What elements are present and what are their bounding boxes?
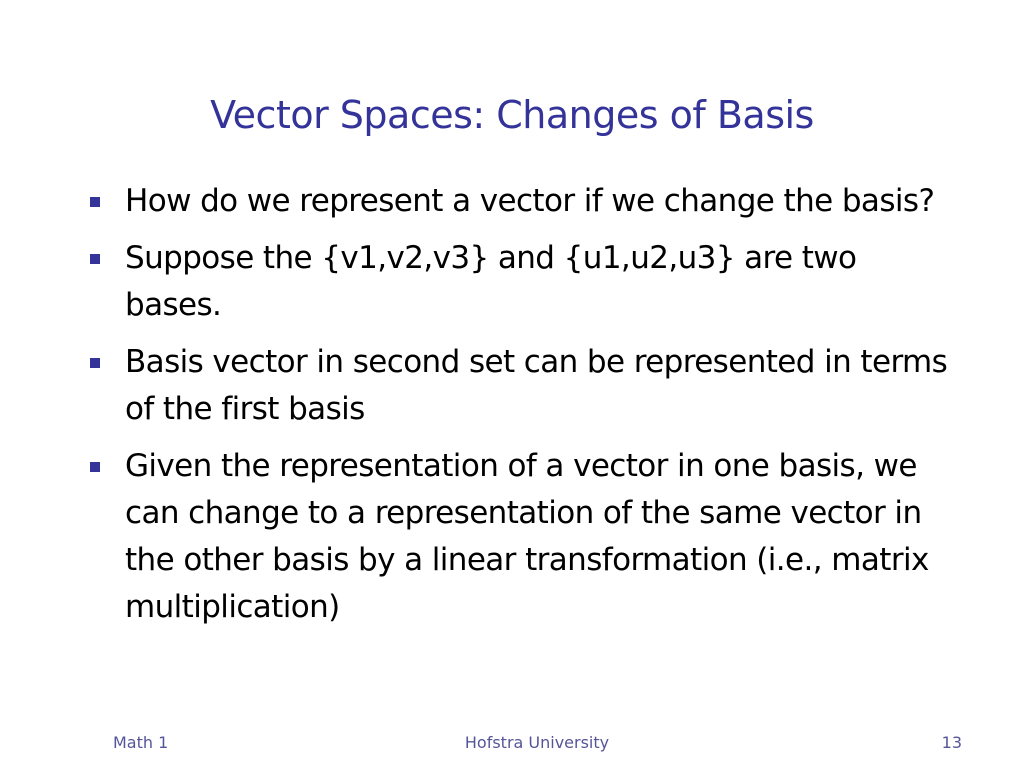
bullet-text: How do we represent a vector if we change the basis?: [125, 183, 935, 219]
square-bullet-icon: [90, 197, 100, 207]
page-number: 13: [941, 733, 962, 752]
square-bullet-icon: [90, 462, 100, 472]
footer-course: Math 1: [113, 733, 169, 752]
square-bullet-icon: [90, 254, 100, 264]
bullet-text: Suppose the {v1,v2,v3} and {u1,u2,u3} are two bases.: [125, 240, 857, 323]
square-bullet-icon: [90, 358, 100, 368]
bullet-item: [88, 443, 948, 631]
bullet-item: [88, 178, 948, 225]
bullet-item: [88, 235, 948, 329]
slide-title: Vector Spaces: Changes of Basis: [210, 93, 814, 137]
bullet-item: [88, 339, 948, 433]
footer-institution: Hofstra University: [464, 733, 610, 752]
bullet-text: Basis vector in second set can be represented in terms of the first basis: [125, 344, 948, 427]
bullet-text: Given the representation of a vector in one basis, we can change to a representation of the same vector in the other basis by a linear transformation (i.e., matrix multiplication): [125, 448, 929, 625]
bullet-list: [88, 178, 948, 641]
